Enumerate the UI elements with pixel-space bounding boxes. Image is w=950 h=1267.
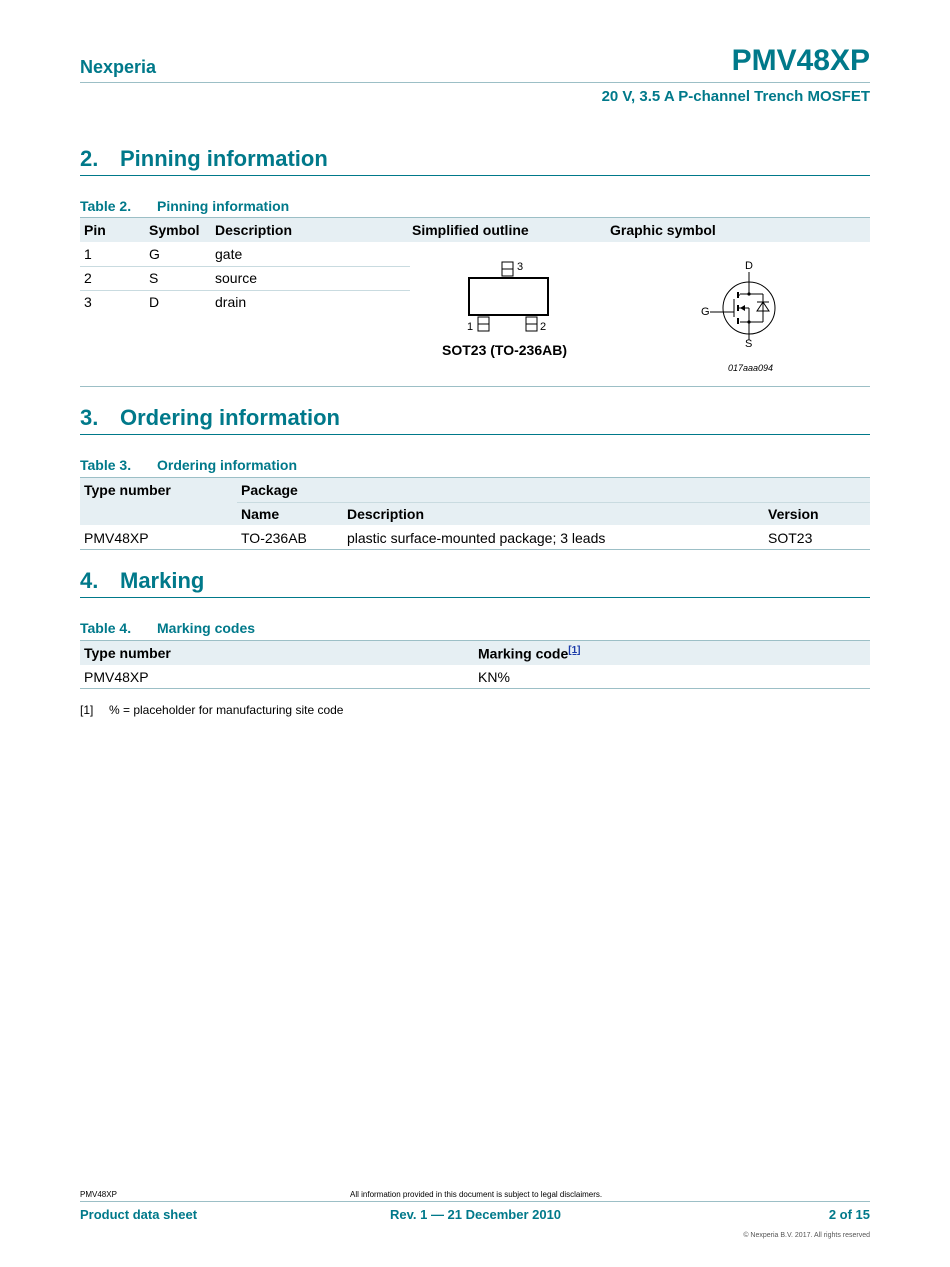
table-caption-text: Ordering information: [157, 457, 297, 473]
outline-package-name: SOT23 (TO-236AB): [442, 342, 567, 358]
section-pinning-title: [80, 146, 328, 172]
table4-header-type: Type number: [84, 645, 171, 661]
table4-caption: [80, 620, 255, 636]
table3-header-version: Version: [768, 506, 819, 522]
table-label: Table 2.: [80, 198, 132, 214]
table-cell: TO-236AB: [241, 530, 307, 546]
symbol-drain-label: D: [745, 260, 753, 272]
table-cell: source: [215, 270, 258, 286]
table-cell: PMV48XP: [84, 530, 149, 546]
table3-bottom-rule: [80, 549, 870, 550]
footer-page-number: 2 of 15: [828, 1207, 870, 1222]
footer-divider: [80, 1201, 870, 1202]
table3-caption: [80, 457, 297, 473]
section-marking-title: [80, 568, 204, 594]
table-cell: 3: [84, 294, 92, 310]
table4-header-row: [80, 641, 870, 665]
outline-pin3-label: 3: [517, 261, 524, 273]
footer-doc-id: PMV48XP: [80, 1190, 117, 1199]
section-number: 4.: [80, 568, 99, 593]
product-title: PMV48XP: [731, 44, 870, 77]
outline-pin1-label: 1: [467, 321, 474, 333]
section-title-text: Ordering information: [120, 405, 340, 430]
symbol-code: 017aaa094: [728, 363, 774, 373]
outline-pin2-label: 2: [540, 321, 547, 333]
section-number: 2.: [80, 146, 99, 171]
table4-bottom-rule: [80, 688, 870, 689]
symbol-gate-label: G: [701, 306, 710, 318]
table3-header-type: Type number: [84, 482, 171, 498]
table-cell: G: [149, 246, 160, 262]
header-subrule: [237, 502, 870, 503]
marking-code-label: Marking code: [478, 645, 569, 662]
table-cell: gate: [215, 246, 243, 262]
table-label: Table 4.: [80, 620, 132, 636]
section-divider: [80, 175, 870, 176]
symbol-source-label: S: [745, 338, 753, 350]
table2-header-graphic: Graphic symbol: [610, 222, 716, 238]
table2-header-symbol: Symbol: [149, 222, 200, 238]
section-title-text: Marking: [120, 568, 205, 593]
footnote-ref: [1]: [80, 703, 94, 717]
mosfet-symbol-icon: [700, 270, 790, 340]
table2-caption: [80, 198, 289, 214]
section-divider: [80, 597, 870, 598]
table-cell: plastic surface-mounted package; 3 leads: [347, 530, 606, 546]
section-number: 3.: [80, 405, 99, 430]
footnote-link[interactable]: [1]: [568, 645, 581, 656]
table3-header-name: Name: [241, 506, 280, 522]
table-cell: SOT23: [768, 530, 813, 546]
header-divider: [80, 82, 870, 83]
table3-header-package: Package: [241, 482, 298, 498]
section-divider: [80, 434, 870, 435]
table2-header-description: Description: [215, 222, 293, 238]
section-ordering-title: [80, 405, 340, 431]
footer-copyright: © Nexperia B.V. 2017. All rights reserved: [743, 1232, 870, 1239]
table-cell: PMV48XP: [84, 669, 149, 685]
product-subtitle: 20 V, 3.5 A P-channel Trench MOSFET: [601, 88, 870, 105]
footnote: [80, 703, 343, 717]
table-cell: KN%: [478, 669, 510, 685]
footer-revision: Rev. 1 — 21 December 2010: [390, 1207, 562, 1222]
table-cell: 2: [84, 270, 92, 286]
footer-doc-type: Product data sheet: [80, 1207, 198, 1222]
row-divider: [80, 266, 410, 267]
table-cell: S: [149, 270, 159, 286]
table2-bottom-rule: [80, 386, 870, 387]
table2-header-outline: Simplified outline: [412, 222, 529, 238]
table-cell: D: [149, 294, 160, 310]
table2-header-pin: Pin: [84, 222, 106, 238]
table4-header-marking: [478, 645, 580, 662]
footer-disclaimer: All information provided in this document is subject to legal disclaimers.: [350, 1190, 603, 1199]
row-divider: [80, 290, 410, 291]
table3-header-description: Description: [347, 506, 425, 522]
table-caption-text: Marking codes: [157, 620, 256, 636]
sot23-outline-drawing: [440, 256, 580, 338]
brand-name: Nexperia: [80, 57, 157, 77]
table-caption-text: Pinning information: [157, 198, 290, 214]
table-label: Table 3.: [80, 457, 132, 473]
section-title-text: Pinning information: [120, 146, 328, 171]
table-cell: 1: [84, 246, 92, 262]
table-cell: drain: [215, 294, 247, 310]
footnote-text: % = placeholder for manufacturing site code: [109, 703, 344, 717]
